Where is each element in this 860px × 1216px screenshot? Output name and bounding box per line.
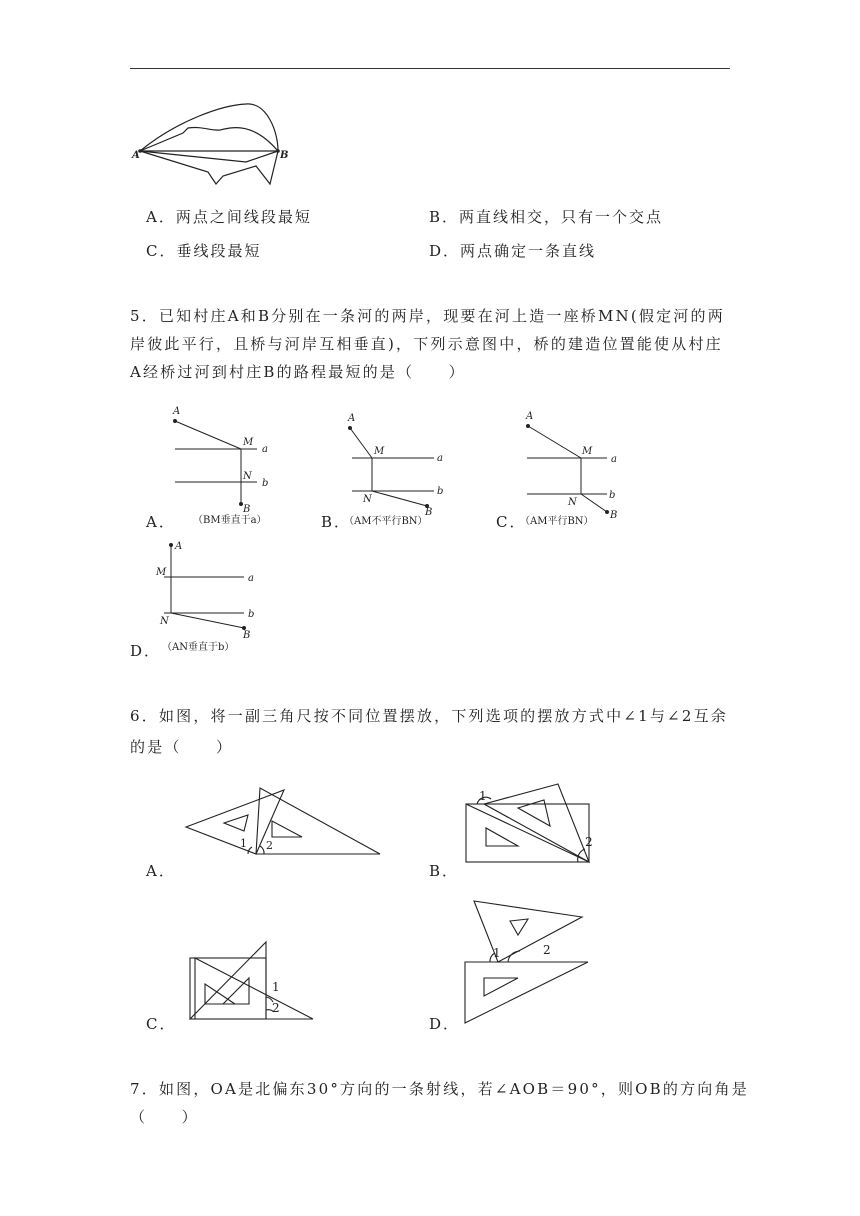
svg-text:2: 2 — [543, 943, 551, 957]
svg-text:1: 1 — [479, 789, 487, 803]
svg-text:b: b — [609, 490, 616, 501]
q4-option-c: C．垂线段最短 — [146, 242, 262, 260]
q5-caption-d: （AN垂直于b） — [162, 642, 235, 653]
svg-text:N: N — [243, 471, 252, 482]
svg-text:2: 2 — [272, 1001, 280, 1015]
svg-text:2: 2 — [585, 835, 593, 849]
q7-stem-line1: 7．如图，OA是北偏东30°方向的一条射线，若∠AOB＝90°，则OB的方向角是（ ） — [130, 1080, 749, 1126]
q5-stem-line1: 5．已知村庄A和B分别在一条河的两岸，现要在河上造一座桥MN(假定河的两 — [130, 307, 725, 325]
svg-text:A: A — [348, 413, 356, 424]
svg-text:B: B — [243, 630, 251, 641]
q5-stem — [130, 302, 730, 386]
q5-option-d-letter: D． — [130, 642, 162, 660]
q4-option-a: A．两点之间线段最短 — [146, 208, 312, 226]
q5-figure-d — [150, 535, 275, 660]
q4-label-a: A — [132, 150, 140, 161]
q4-upper-curve — [140, 104, 278, 151]
svg-text:a: a — [262, 444, 268, 455]
q6-option-d-letter: D． — [429, 1015, 461, 1033]
svg-text:a: a — [437, 453, 443, 464]
q4-label-b: B — [280, 150, 289, 161]
svg-text:A: A — [526, 411, 534, 422]
svg-text:b: b — [437, 486, 444, 497]
svg-text:N: N — [568, 497, 577, 508]
q4-wavy-path — [140, 128, 278, 151]
q5-caption-c: （AM平行BN） — [520, 516, 594, 527]
q4-option-d: D．两点确定一条直线 — [429, 242, 597, 260]
svg-text:a: a — [248, 573, 254, 584]
svg-text:2: 2 — [266, 839, 273, 852]
q4-lower-thin-path — [140, 151, 278, 162]
svg-text:A: A — [173, 406, 181, 417]
q4-option-b: B．两直线相交，只有一个交点 — [429, 208, 664, 226]
q5-figure-b — [340, 408, 465, 533]
svg-text:a: a — [611, 454, 617, 465]
svg-text:M: M — [374, 446, 385, 457]
svg-text:M: M — [243, 437, 254, 448]
q4-lower-path — [140, 151, 278, 184]
q6-option-a-letter: A． — [146, 862, 176, 880]
svg-text:b: b — [248, 609, 255, 620]
q5-stem-line2: 岸彼此平行，且桥与河岸互相垂直)，下列示意图中，桥的建造位置能使从村庄 — [130, 335, 723, 353]
svg-text:1: 1 — [240, 837, 247, 850]
q5-option-b-letter: B． — [321, 513, 352, 531]
svg-text:N: N — [160, 616, 169, 627]
q5-caption-a: （BM垂直于a） — [193, 515, 267, 526]
q6-stem-line2: 的是（ ） — [130, 738, 234, 756]
q4-figure — [128, 100, 308, 192]
svg-text:M: M — [156, 567, 167, 578]
q5-caption-b: （AM不平行BN） — [344, 516, 428, 527]
header-rule — [130, 68, 730, 69]
svg-text:B: B — [610, 510, 618, 521]
svg-text:B: B — [425, 507, 433, 518]
svg-text:b: b — [262, 478, 269, 489]
svg-text:1: 1 — [272, 980, 280, 994]
q6-figure-b — [460, 782, 605, 868]
q7-stem — [130, 1075, 750, 1131]
svg-text:N: N — [363, 494, 372, 505]
q6-figure-d — [460, 895, 595, 1030]
q6-figure-c — [185, 940, 320, 1025]
q5-option-c-letter: C． — [496, 513, 527, 531]
q5-option-a-letter: A． — [146, 513, 176, 531]
svg-text:B: B — [243, 504, 251, 515]
q6-figure-a — [180, 785, 390, 865]
q6-option-b-letter: B． — [429, 862, 460, 880]
svg-text:A: A — [175, 541, 183, 552]
q6-stem — [130, 702, 730, 761]
q5-figure-a — [165, 400, 290, 530]
svg-text:M: M — [582, 446, 593, 457]
q6-stem-line1: 6．如图，将一副三角尺按不同位置摆放，下列选项的摆放方式中∠1与∠2互余 — [130, 707, 728, 725]
q5-figure-c — [515, 408, 635, 533]
q5-stem-line3: A经桥过河到村庄B的路程最短的是（ ） — [130, 363, 466, 381]
svg-text:1: 1 — [493, 946, 501, 960]
q6-option-c-letter: C． — [146, 1015, 177, 1033]
